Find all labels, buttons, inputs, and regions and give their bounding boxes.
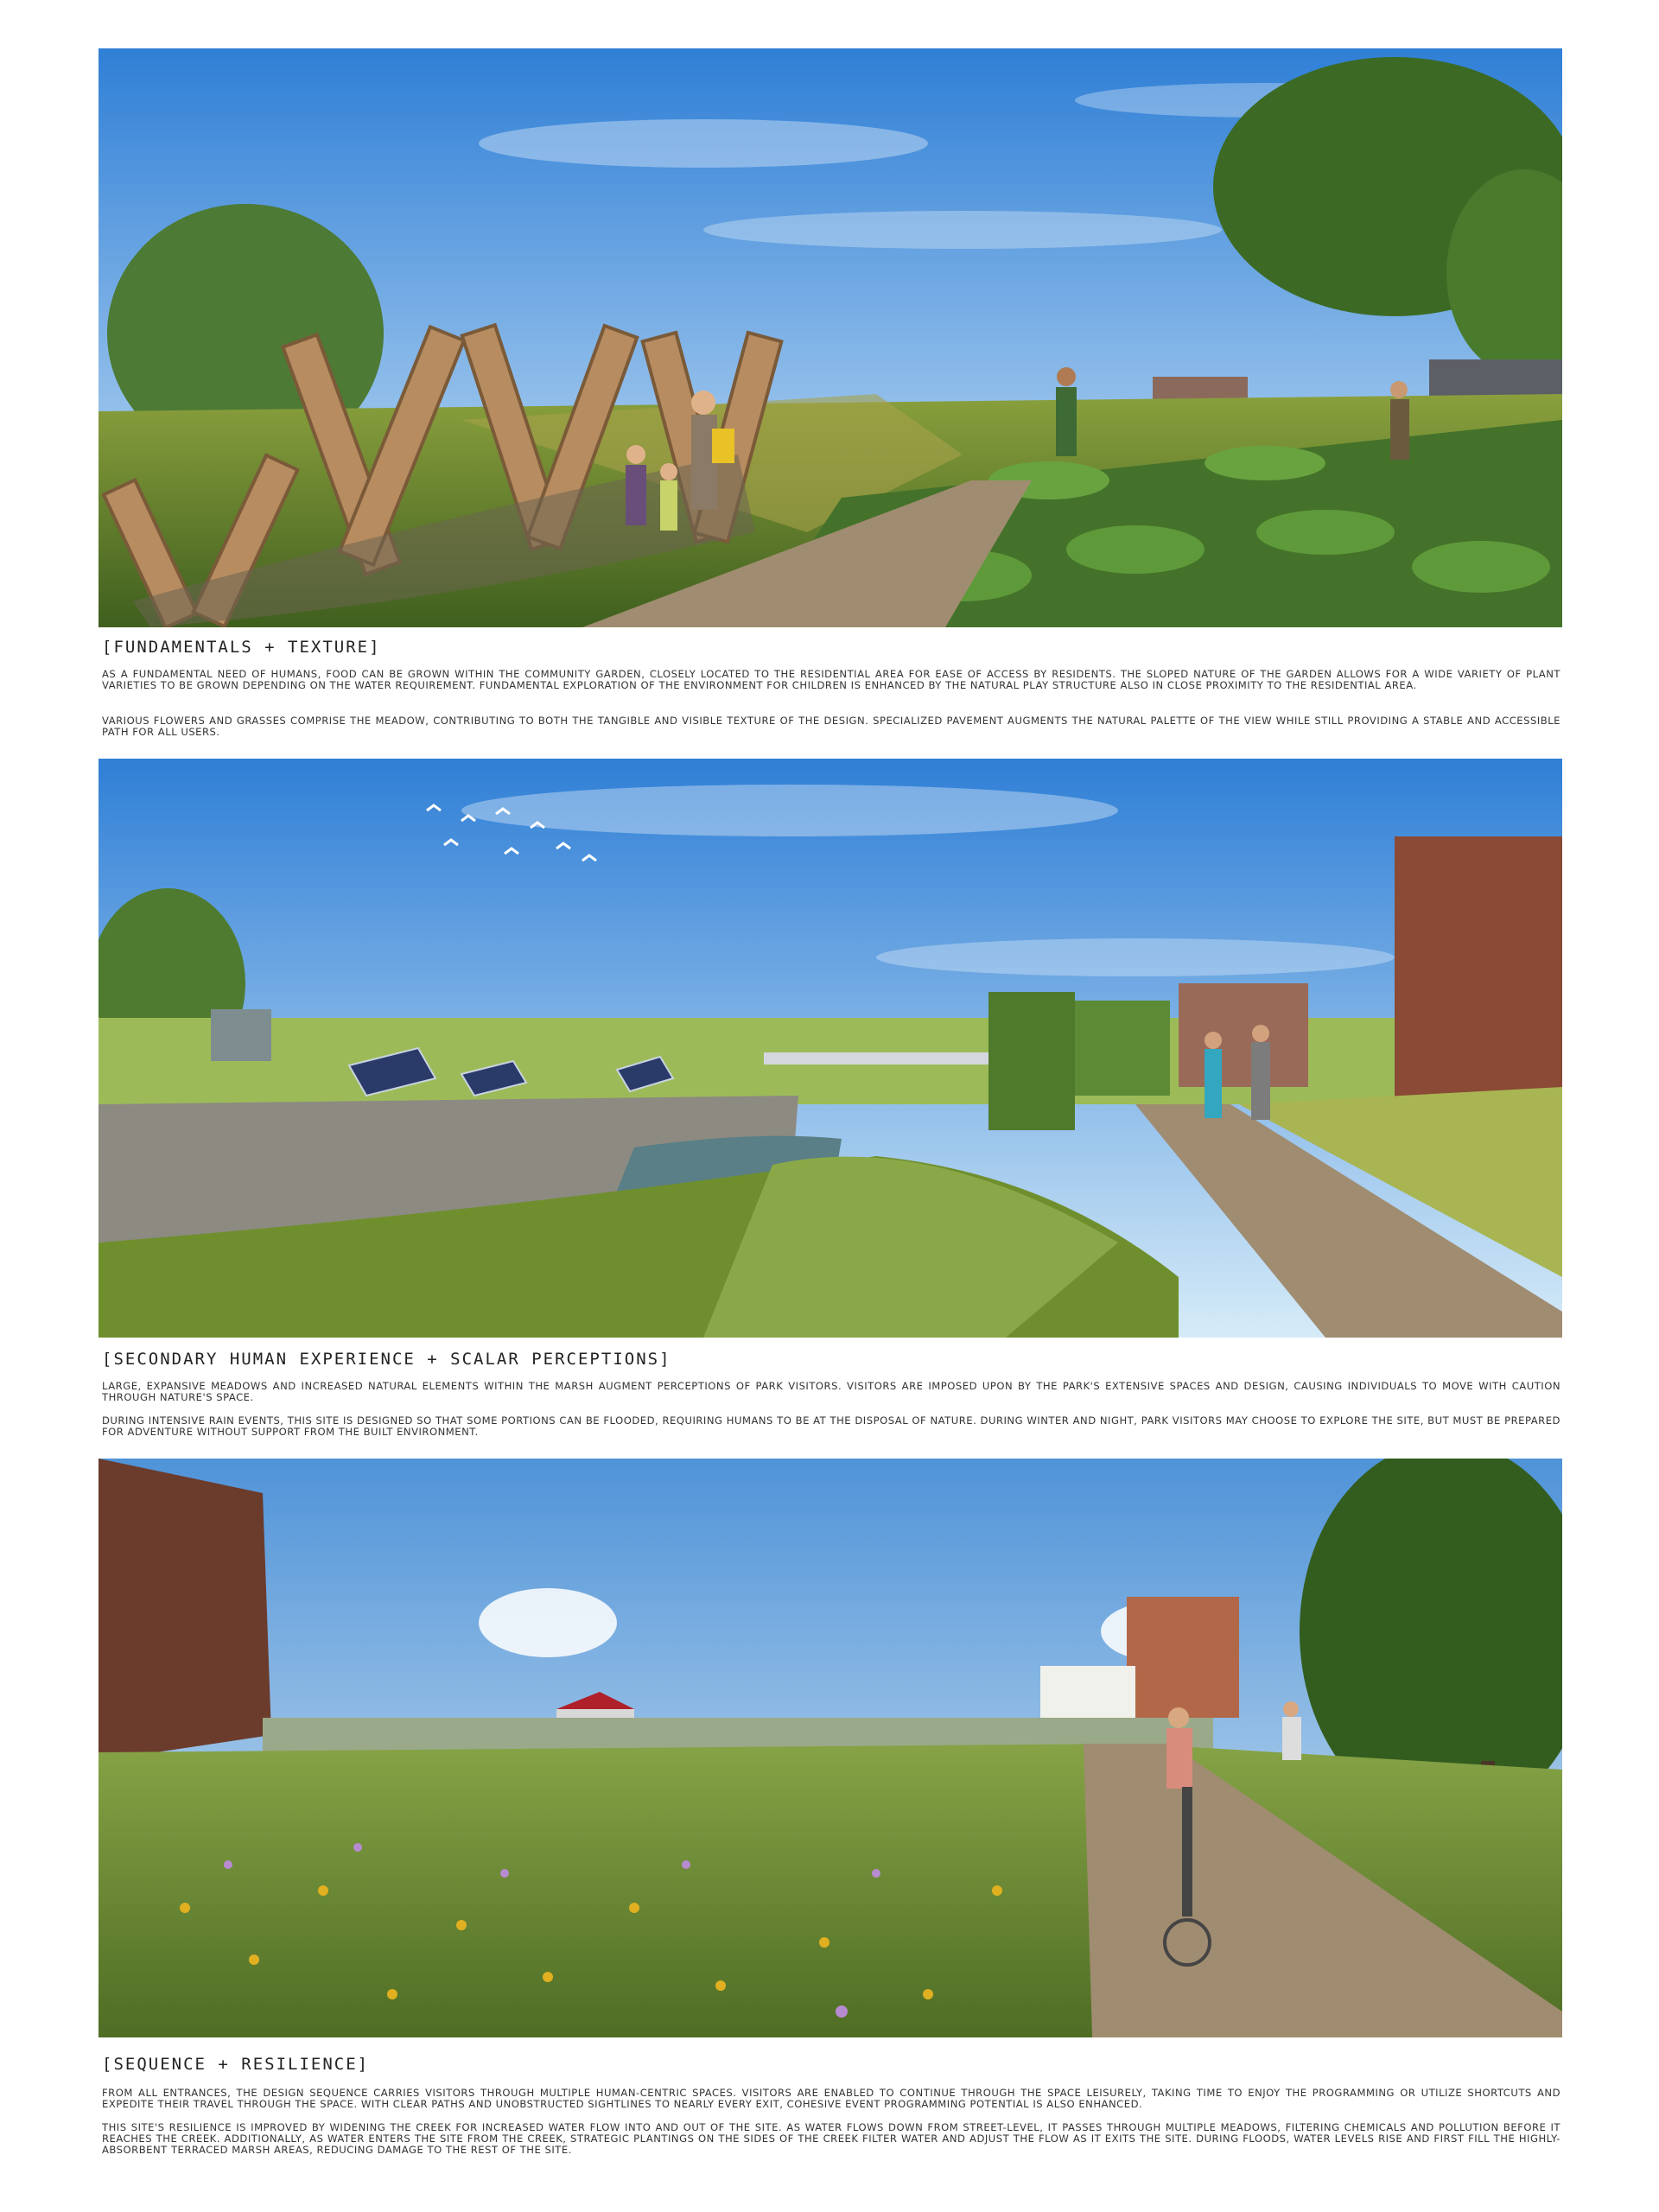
section-paragraph: FROM ALL ENTRANCES, THE DESIGN SEQUENCE CARRIES VISITORS THROUGH MULTIPLE HUMAN-CENTRIC SPACES. VISITORS ARE ENABLED TO CONTINUE THROUGH THE SPACE LEISURELY, TAKING TIME TO ENJOY THE PROGRAMMING OR UTILIZE SHORTCUTS AND EXPEDITE THEIR TRAVEL THROUGH THE SPACE. WITH CLEAR PATHS AND UNOBSTRUCTED SIGHTLINES TO NEARLY EVERY EXIT, COHESIVE EVENT PROGRAMMING POTENTIAL IS ALSO ENHANCED. xyxy=(102,2087,1560,2110)
section-heading-sequence-resilience: [SEQUENCE + RESILIENCE] xyxy=(102,2055,370,2074)
section-paragraph: LARGE, EXPANSIVE MEADOWS AND INCREASED NATURAL ELEMENTS WITHIN THE MARSH AUGMENT PERCEPTIONS OF PARK VISITORS. VISITORS ARE IMPOSED UPON BY THE PARK'S EXTENSIVE SPACES AND DESIGN, CAUSING INDIVIDUALS TO MOVE WITH CAUTION THROUGH NATURE'S SPACE. xyxy=(102,1380,1560,1403)
render-meadow-path xyxy=(99,1459,1562,2037)
section-heading-fundamentals: [FUNDAMENTALS + TEXTURE] xyxy=(102,638,381,657)
section-heading-secondary-experience: [SECONDARY HUMAN EXPERIENCE + SCALAR PERCEPTIONS] xyxy=(102,1350,671,1369)
render-marsh-creek xyxy=(99,759,1562,1338)
render-community-garden xyxy=(99,48,1562,627)
section-paragraph: AS A FUNDAMENTAL NEED OF HUMANS, FOOD CAN BE GROWN WITHIN THE COMMUNITY GARDEN, CLOSELY LOCATED TO THE RESIDENTIAL AREA FOR EASE OF ACCESS BY RESIDENTS. THE SLOPED NATURE OF THE GARDEN ALLOWS FOR A WIDE VARIETY OF PLANT VARIETIES TO BE GROWN DEPENDING ON THE WATER REQUIREMENT. FUNDAMENTAL EXPLORATION OF THE ENVIRONMENT FOR CHILDREN IS ENHANCED BY THE NATURAL PLAY STRUCTURE ALSO IN CLOSE PROXIMITY TO THE RESIDENTIAL AREA. xyxy=(102,668,1560,691)
meadow-scene-illustration xyxy=(99,1459,1562,2037)
section-paragraph: THIS SITE'S RESILIENCE IS IMPROVED BY WIDENING THE CREEK FOR INCREASED WATER FLOW INTO AND OUT OF THE SITE. AS WATER FLOWS DOWN FROM STREET-LEVEL, IT PASSES THROUGH MULTIPLE MEADOWS, FILTERING CHEMICALS AND POLLUTION BEFORE IT REACHES THE CREEK. ADDITIONALLY, AS WATER ENTERS THE SITE FROM THE CREEK, STRATEGIC PLANTINGS ON THE SIDES OF THE CREEK FILTER WATER AND ADJUST THE FLOW AS IT EXITS THE SITE. DURING FLOODS, WATER LEVELS RISE AND FIRST FILL THE HIGHLY-ABSORBENT TERRACED MARSH AREAS, REDUCING DAMAGE TO THE REST OF THE SITE. xyxy=(102,2121,1560,2156)
section-paragraph: VARIOUS FLOWERS AND GRASSES COMPRISE THE MEADOW, CONTRIBUTING TO BOTH THE TANGIBLE AND VISIBLE TEXTURE OF THE DESIGN. SPECIALIZED PAVEMENT AUGMENTS THE NATURAL PALETTE OF THE VIEW WHILE STILL PROVIDING A STABLE AND ACCESSIBLE PATH FOR ALL USERS. xyxy=(102,715,1560,738)
garden-scene-illustration xyxy=(99,48,1562,627)
marsh-scene-illustration xyxy=(99,759,1562,1338)
section-paragraph: DURING INTENSIVE RAIN EVENTS, THIS SITE IS DESIGNED SO THAT SOME PORTIONS CAN BE FLOODED, REQUIRING HUMANS TO BE AT THE DISPOSAL OF NATURE. DURING WINTER AND NIGHT, PARK VISITORS MAY CHOOSE TO EXPLORE THE SITE, BUT MUST BE PREPARED FOR ADVENTURE WITHOUT SUPPORT FROM THE BUILT ENVIRONMENT. xyxy=(102,1414,1560,1438)
